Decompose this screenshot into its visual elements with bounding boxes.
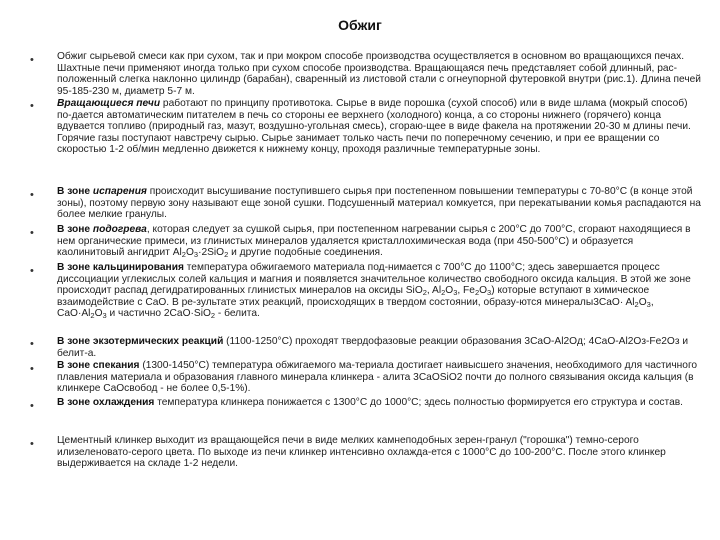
bullet-8: • [30,400,34,412]
subscript: 3 [646,299,651,309]
formula-part: и частично 2CaO·SiO [106,308,211,320]
bullet-1: • [30,54,34,66]
formula-part: - белита. [215,308,260,320]
bullet-2: • [30,100,34,112]
formula-part: , Al [426,285,442,297]
evaporation-zone-text: происходит высушивание поступившего сырья при постепенном повышении температуры с 70-80°С (в конце этой зоны), поэтому первую зону называют еще зоной сушки. Подсушенный материал комкуется, при перекатывании комья распадаются на более мелкие гранулы. [57,186,701,221]
calcination-zone-text: температура обжигаемого материала под-нимается с 700°С до 1100°С; здесь завершается процесс диссоциации углекислых солей кальция и магния и появляется значительное количество свободного оксида кальция. В этой же зоне происходит распад дегидратированных глинистых минералов на оксиды SiO [57,262,691,297]
paragraph-intro [57,51,702,97]
page-title: Обжиг [338,17,382,33]
subscript: 2 [422,288,427,298]
paragraph-sintering-zone [57,360,702,395]
exothermic-zone-term: В зоне экзотермических реакций [57,336,224,347]
formula-part: O [479,285,488,297]
paragraph-exothermic-zone [57,336,702,359]
bullet-5: • [30,265,34,277]
preheating-zone-prefix: В зоне [57,224,93,235]
paragraph-preheating-zone [57,224,702,259]
evaporation-zone-term: испарения [92,186,147,197]
paragraph-evaporation-zone [57,186,702,221]
cooling-zone-text: температура клинкера понижается с 1300°С до 1000°С; здесь полностью формируется его структура и состав. [154,397,683,408]
rotary-kilns-term: Вращающиеся печи [57,98,161,109]
sintering-zone-term: В зоне спекания [57,360,140,371]
subscript: 3 [487,288,492,298]
paragraph-clinker-output [57,435,702,470]
formula-part: O [638,296,647,308]
calcination-zone-term: В зоне кальцинирования [57,262,184,273]
paragraph-calcination-zone [57,262,702,320]
formula-part: O [445,285,454,297]
subscript: 3 [453,288,458,298]
preheating-zone-term: подогрева [92,224,147,235]
bullet-9: • [30,438,34,450]
subscript: 3 [193,250,199,260]
evaporation-zone-prefix: В зоне [57,186,93,197]
cooling-zone-term: В зоне охлаждения [57,397,155,408]
intro-text: Обжиг сырьевой смеси как при сухом, так и при мокром способе производства осуществляется в основном во вращающихся печах. Шахтные печи применяют иногда только при сухом способе производства. Вращающаяся печь представляет собой длинный, рас-положенный слегка наклонно цилиндр (барабан), сваренный из листовой стали с огнеупорной футеровкой внутри (рис.1). Длина печей 95-185-230 м, диаметр 5-7 м. [57,51,701,97]
formula-part: , Fe [457,285,475,297]
subscript: 2 [210,311,216,321]
formula-part: ·2SiO [198,247,225,259]
subscript: 2 [441,288,446,298]
formula-part: , CaO·Al [57,296,654,320]
subscript: 3 [102,311,107,321]
subscript: 2 [90,311,95,321]
subscript: 2 [224,250,229,260]
clinker-output-text: Цементный клинкер выходит из вращающейся печи в виде мелких камнеподобных зерен-гранул ("горошка") темно-серого илизеленовато-серого цвета. По выходе из печи клинкер интенсивно охлажда-ется с 1000°С до 100-200°С. После этого клинкер выдерживается на складе 1-2 недели. [57,435,666,470]
preheating-zone-text: , которая следует за сушкой сырья, при постепенном нагревании сырья с 200°С до 700°С, сгорают находящиеся в нем органические примеси, из глинистых минералов удаляется кристаллохимическая вода (при 450-500°С) и образуется каолинитовый ангидрит Al [57,224,691,259]
subscript: 2 [181,250,186,260]
bullet-3: • [30,189,34,201]
subscript: 2 [474,288,480,298]
rotary-kilns-text: работают по принципу противотока. Сырье в виде порошка (сухой способ) или в виде шлама (мокрый способ) по-дается автоматическим питателем в печь со стороны ее верхнего (холодного) конца, а со стороны нижнего (горячего) конца вдувается топливо (природный газ, мазут, воздушно-угольная смесь), сгораю-щее в виде факела на протяжении 20-30 м длины печи. Горячие газы поступают навстречу сырью. Сырье занимает только часть печи по поперечному сечению, и при ее вращении со скоростью 1-2 об/мин медленно движется к нижнему концу, проходя различные температурные зоны. [57,98,691,156]
bullet-4: • [30,227,34,239]
subscript: 2 [634,299,639,309]
formula-part: O [94,308,103,320]
sintering-zone-text: (1300-1450°С) температура обжигаемого ма-териала достигает наивысшего значения, необходимого для частичного плавления материала и образования главного минерала клинкера - алита 3CaOSiO2 почти до полного связывания оксида кальция (в клинкере CaOсвобод - не более 0,5-1%). [57,360,698,395]
paragraph-cooling-zone [57,397,702,409]
formula-part: и другие подобные соединения. [228,247,383,259]
formula-part: O [185,247,194,259]
exothermic-zone-text: (1100-1250°С) проходят твердофазовые реакции образования 3CaO-Al2Oд; 4CaO-Al2Oз-Fe2Oз и белит-а. [57,336,689,359]
formula-part: ) которые вступают в химическое взаимодействие с CaO. В ре-зультате этих реакций, происходящих в твердом состоянии, образу-ются минералы3CaO· Al [57,285,650,308]
paragraph-rotary-kilns [57,98,702,156]
bullet-7: • [30,363,34,375]
bullet-6: • [30,338,34,350]
